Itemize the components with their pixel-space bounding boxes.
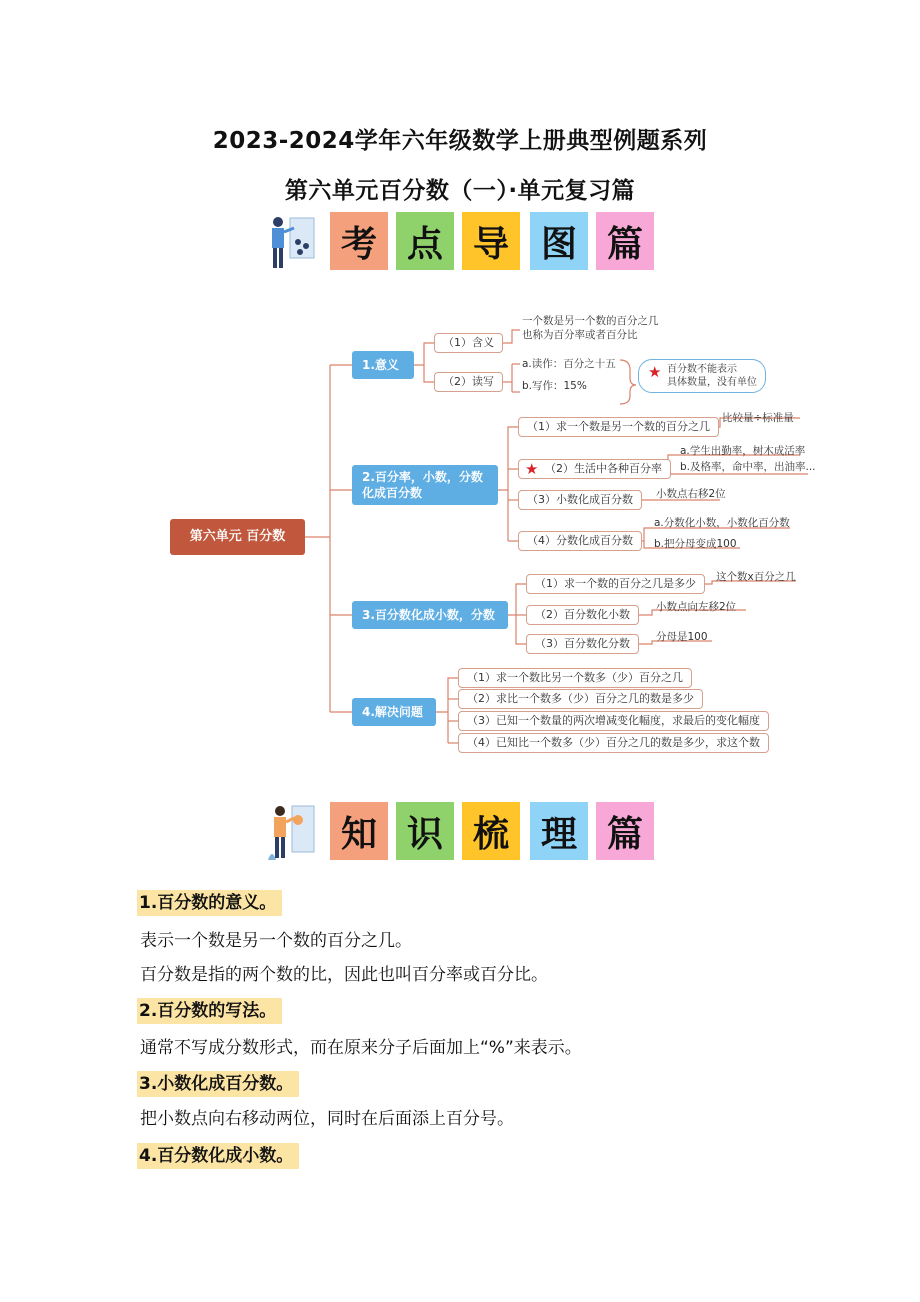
branch-4-item-2: （2）求比一个数多（少）百分之几的数是多少 <box>458 689 703 709</box>
branch-2-line-1: 2.百分率，小数，分数 <box>362 470 483 484</box>
note-fraction-b: b.把分母变成100 <box>654 538 737 550</box>
banner-mindmap <box>266 212 666 272</box>
branch-1: 1.意义 <box>352 351 414 379</box>
note-ratio: 比较量÷标准量 <box>722 412 794 424</box>
callout-note <box>638 359 766 393</box>
banner-tile-5: 篇 <box>596 212 654 270</box>
branch-4: 4.解决问题 <box>352 698 436 726</box>
note-write: b.写作：15% <box>522 380 587 392</box>
note-rates-a: a.学生出勤率，树木成活率 <box>680 445 806 457</box>
star-icon: ★ <box>525 460 539 478</box>
banner2-tile-5: 篇 <box>596 802 654 860</box>
star-icon: ★ <box>648 363 662 381</box>
branch-3: 3.百分数化成小数，分数 <box>352 601 508 629</box>
note-fraction-a: a.分数化小数，小数化百分数 <box>654 517 790 529</box>
branch-4-item-4: （4）已知比一个数多（少）百分之几的数是多少，求这个数 <box>458 733 769 753</box>
branch-2-item-3: （3）小数化成百分数 <box>518 490 642 510</box>
mindmap <box>0 300 920 770</box>
banner-tile-2: 点 <box>396 212 454 270</box>
branch-4-item-1: （1）求一个数比另一个数多（少）百分之几 <box>458 668 692 688</box>
section-2-paragraph-1: 通常不写成分数形式，而在原来分子后面加上“%”来表示。 <box>140 1038 582 1058</box>
section-1-paragraph-1: 表示一个数是另一个数的百分之几。 <box>140 931 412 951</box>
note-left-shift: 小数点向左移2位 <box>656 601 737 613</box>
document-title: 2023-2024学年六年级数学上册典型例题系列 <box>212 128 708 154</box>
banner2-tile-1: 知 <box>330 802 388 860</box>
branch-2-line-2: 化成百分数 <box>362 486 423 500</box>
callout-line-1: 百分数不能表示 <box>667 364 737 375</box>
callout-line-2: 具体数量，没有单位 <box>667 377 757 388</box>
note-read: a.读作：百分之十五 <box>522 358 616 370</box>
branch-2-item-2-label: （2）生活中各种百分率 <box>545 462 662 475</box>
mindmap-root: 第六单元 百分数 <box>170 519 305 555</box>
presenter-illustration-icon <box>266 802 318 862</box>
branch-2-item-4: （4）分数化成百分数 <box>518 531 642 551</box>
section-heading-4: 4.百分数化成小数。 <box>137 1143 299 1169</box>
branch-2-item-2 <box>518 459 671 479</box>
section-1-paragraph-2: 百分数是指的两个数的比，因此也叫百分率或百分比。 <box>140 965 548 985</box>
branch-3-item-1: （1）求一个数的百分之几是多少 <box>526 574 705 594</box>
branch-2-item-1: （1）求一个数是另一个数的百分之几 <box>518 417 719 437</box>
banner2-tile-4: 理 <box>530 802 588 860</box>
note-denominator: 分母是100 <box>656 631 708 643</box>
banner2-tile-2: 识 <box>396 802 454 860</box>
section-3-paragraph-1: 把小数点向右移动两位，同时在后面添上百分号。 <box>140 1109 514 1129</box>
banner2-tile-3: 梳 <box>462 802 520 860</box>
note-decimal-shift: 小数点右移2位 <box>656 488 726 500</box>
banner-tile-4: 图 <box>530 212 588 270</box>
banner-tile-1: 考 <box>330 212 388 270</box>
banner-knowledge <box>266 802 666 862</box>
section-heading-3: 3.小数化成百分数。 <box>137 1071 299 1097</box>
branch-2 <box>352 465 498 505</box>
banner-tile-3: 导 <box>462 212 520 270</box>
note-definition-1: 一个数是另一个数的百分之几 <box>522 315 659 327</box>
branch-4-item-3: （3）已知一个数量的两次增减变化幅度，求最后的变化幅度 <box>458 711 769 731</box>
section-heading-1: 1.百分数的意义。 <box>137 890 282 916</box>
section-heading-2: 2.百分数的写法。 <box>137 998 282 1024</box>
document-subtitle: 第六单元百分数（一）·单元复习篇 <box>284 178 636 204</box>
note-multiply: 这个数x百分之几 <box>716 571 796 583</box>
note-rates-b: b.及格率，命中率，出油率... <box>680 461 816 473</box>
branch-1-item-2: （2）读写 <box>434 372 503 392</box>
branch-3-item-3: （3）百分数化分数 <box>526 634 639 654</box>
teacher-illustration-icon <box>266 212 318 272</box>
branch-3-item-2: （2）百分数化小数 <box>526 605 639 625</box>
note-definition-2: 也称为百分率或者百分比 <box>522 329 638 341</box>
branch-1-item-1: （1）含义 <box>434 333 503 353</box>
